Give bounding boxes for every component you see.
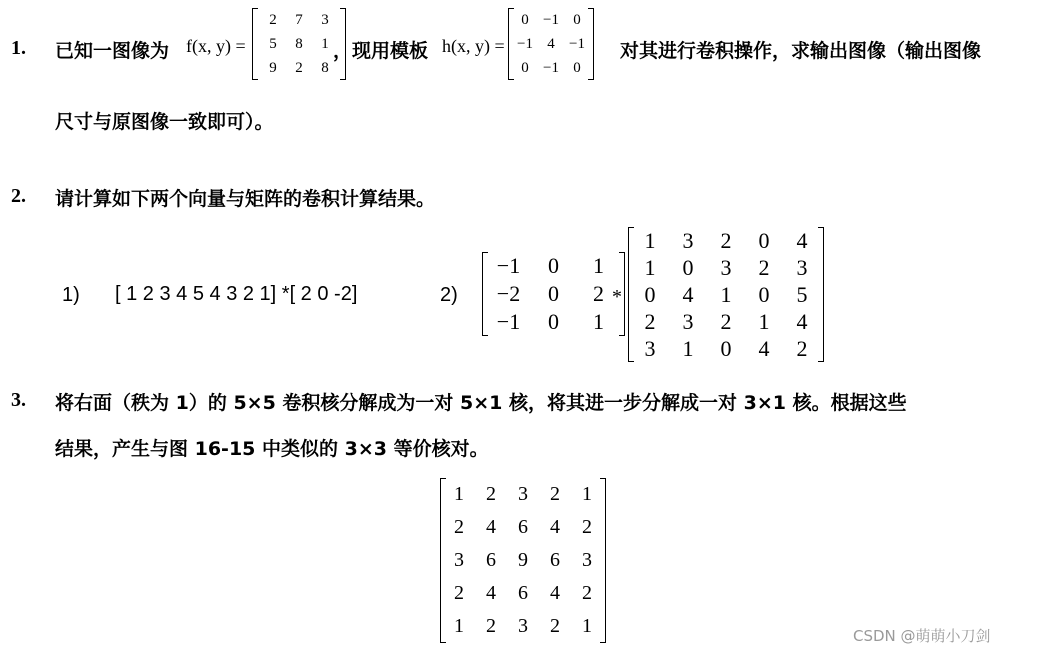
right-matrix-cell: 2 bbox=[720, 227, 732, 253]
left-matrix-cell: −1 bbox=[496, 253, 521, 278]
right-matrix-row bbox=[631, 254, 821, 281]
q1-middle: ，现用模板 bbox=[333, 40, 429, 62]
kernel-matrix-cell: 4 bbox=[550, 582, 560, 604]
f-matrix-cell: 8 bbox=[321, 59, 329, 76]
right-matrix-cell: 3 bbox=[720, 254, 732, 280]
kernel-matrix-cell: 1 bbox=[582, 483, 592, 505]
h-matrix-row bbox=[512, 8, 590, 32]
h-matrix-cell: −1 bbox=[543, 59, 559, 76]
q3-line1: 将右面（秩为 1）的 5×5 卷积核分解成为一对 5×1 核，将其进一步分解成一对 3×1 核。根据这些 bbox=[55, 392, 907, 414]
h-matrix-cell: −1 bbox=[569, 35, 585, 52]
left-matrix-cell: 2 bbox=[593, 281, 604, 306]
h-matrix-cell: 0 bbox=[521, 59, 529, 76]
f-matrix-cell: 1 bbox=[321, 35, 329, 52]
q1-f-matrix bbox=[252, 8, 346, 80]
kernel-matrix-cell: 9 bbox=[518, 549, 528, 571]
kernel-matrix-cell: 6 bbox=[486, 549, 496, 571]
kernel-matrix-cell: 2 bbox=[550, 615, 560, 637]
kernel-matrix-row bbox=[443, 610, 603, 643]
kernel-matrix-cell: 2 bbox=[582, 582, 592, 604]
left-matrix-cell: 1 bbox=[593, 309, 604, 334]
kernel-matrix-cell: 6 bbox=[518, 582, 528, 604]
kernel-matrix-cell: 2 bbox=[486, 615, 496, 637]
left-matrix-cell: 0 bbox=[548, 253, 559, 278]
h-matrix-row bbox=[512, 56, 590, 80]
left-matrix-cell: 1 bbox=[593, 253, 604, 278]
f-matrix-row bbox=[260, 8, 338, 32]
q1-line2: 尺寸与原图像一致即可）。 bbox=[55, 111, 274, 133]
left-matrix-cell: −1 bbox=[496, 309, 521, 334]
h-matrix-cell: 4 bbox=[547, 35, 555, 52]
left-matrix-row bbox=[486, 308, 621, 336]
right-matrix-cell: 1 bbox=[720, 281, 732, 307]
right-matrix-row bbox=[631, 335, 821, 362]
q1-f-label: f(x, y) = bbox=[186, 36, 246, 56]
q2-part2-left-matrix bbox=[482, 252, 625, 336]
kernel-matrix-cell: 2 bbox=[454, 582, 464, 604]
kernel-matrix-cell: 2 bbox=[486, 483, 496, 505]
q1-prefix: 已知一图像为 bbox=[55, 40, 170, 62]
q1-h-label: h(x, y) = bbox=[442, 36, 505, 56]
q2-text: 请计算如下两个向量与矩阵的卷积计算结果。 bbox=[55, 188, 436, 210]
f-matrix-cell: 9 bbox=[269, 59, 277, 76]
right-matrix-cell: 0 bbox=[758, 281, 770, 307]
f-matrix-cell: 3 bbox=[321, 11, 329, 28]
kernel-matrix-row bbox=[443, 544, 603, 577]
kernel-matrix-cell: 3 bbox=[518, 483, 528, 505]
kernel-matrix-cell: 6 bbox=[550, 549, 560, 571]
right-matrix-cell: 4 bbox=[796, 227, 808, 253]
q1-number: 1. bbox=[11, 37, 26, 59]
q1-suffix: 对其进行卷积操作，求输出图像（输出图像 bbox=[620, 40, 982, 62]
q2-part2-right-matrix bbox=[628, 227, 824, 362]
left-matrix-cell: 0 bbox=[548, 309, 559, 334]
kernel-matrix-cell: 6 bbox=[518, 516, 528, 538]
kernel-matrix-cell: 2 bbox=[550, 483, 560, 505]
f-matrix-cell: 5 bbox=[269, 35, 277, 52]
h-matrix-cell: 0 bbox=[521, 11, 529, 28]
kernel-matrix-cell: 3 bbox=[582, 549, 592, 571]
right-matrix-cell: 2 bbox=[644, 308, 656, 334]
kernel-matrix-row bbox=[443, 577, 603, 610]
h-matrix-cell: 0 bbox=[573, 11, 581, 28]
kernel-matrix-cell: 2 bbox=[454, 516, 464, 538]
right-matrix-row bbox=[631, 308, 821, 335]
right-matrix-cell: 2 bbox=[720, 308, 732, 334]
right-matrix-row bbox=[631, 227, 821, 254]
kernel-matrix-cell: 1 bbox=[454, 615, 464, 637]
right-matrix-cell: 1 bbox=[682, 335, 694, 361]
h-matrix-cell: 0 bbox=[573, 59, 581, 76]
right-matrix-cell: 5 bbox=[796, 281, 808, 307]
right-matrix-cell: 1 bbox=[644, 227, 656, 253]
kernel-matrix-cell: 3 bbox=[518, 615, 528, 637]
right-matrix-cell: 3 bbox=[644, 335, 656, 361]
kernel-matrix-cell: 4 bbox=[550, 516, 560, 538]
q2-part1-label: 1) bbox=[62, 284, 80, 306]
kernel-matrix-row bbox=[443, 478, 603, 511]
kernel-matrix-cell: 2 bbox=[582, 516, 592, 538]
q2-part2-label: 2) bbox=[440, 284, 458, 306]
right-matrix-cell: 2 bbox=[758, 254, 770, 280]
h-matrix-row bbox=[512, 32, 590, 56]
left-matrix-cell: 0 bbox=[548, 281, 559, 306]
right-matrix-cell: 4 bbox=[796, 308, 808, 334]
f-matrix-row bbox=[260, 32, 338, 56]
left-matrix-row bbox=[486, 252, 621, 280]
f-matrix-cell: 2 bbox=[295, 59, 303, 76]
kernel-matrix-cell: 1 bbox=[582, 615, 592, 637]
right-matrix-cell: 3 bbox=[682, 308, 694, 334]
f-matrix-cell: 2 bbox=[269, 11, 277, 28]
q2-number: 2. bbox=[11, 185, 26, 207]
right-matrix-cell: 3 bbox=[796, 254, 808, 280]
right-matrix-cell: 4 bbox=[758, 335, 770, 361]
q2-part2-star: * bbox=[612, 286, 622, 308]
q3-line2: 结果，产生与图 16-15 中类似的 3×3 等价核对。 bbox=[55, 438, 489, 460]
h-matrix-cell: −1 bbox=[517, 35, 533, 52]
q1-h-matrix bbox=[508, 8, 594, 80]
right-matrix-cell: 0 bbox=[720, 335, 732, 361]
right-matrix-cell: 1 bbox=[644, 254, 656, 280]
right-matrix-cell: 0 bbox=[682, 254, 694, 280]
q3-number: 3. bbox=[11, 389, 26, 411]
right-matrix-cell: 0 bbox=[644, 281, 656, 307]
left-matrix-row bbox=[486, 280, 621, 308]
kernel-matrix-cell: 1 bbox=[454, 483, 464, 505]
left-matrix-cell: −2 bbox=[496, 281, 521, 306]
f-matrix-row bbox=[260, 56, 338, 80]
h-matrix-cell: −1 bbox=[543, 11, 559, 28]
f-matrix-cell: 7 bbox=[295, 11, 303, 28]
kernel-matrix-cell: 3 bbox=[454, 549, 464, 571]
watermark: CSDN @萌萌小刀剑 bbox=[853, 627, 991, 645]
kernel-matrix-cell: 4 bbox=[486, 516, 496, 538]
right-matrix-cell: 3 bbox=[682, 227, 694, 253]
right-matrix-row bbox=[631, 281, 821, 308]
right-matrix-cell: 4 bbox=[682, 281, 694, 307]
right-matrix-cell: 1 bbox=[758, 308, 770, 334]
q2-part1-expression: [ 1 2 3 4 5 4 3 2 1] *[ 2 0 -2] bbox=[115, 283, 358, 305]
kernel-matrix-row bbox=[443, 511, 603, 544]
f-matrix-cell: 8 bbox=[295, 35, 303, 52]
q3-matrix bbox=[440, 478, 606, 643]
right-matrix-cell: 0 bbox=[758, 227, 770, 253]
right-matrix-cell: 2 bbox=[796, 335, 808, 361]
kernel-matrix-cell: 4 bbox=[486, 582, 496, 604]
